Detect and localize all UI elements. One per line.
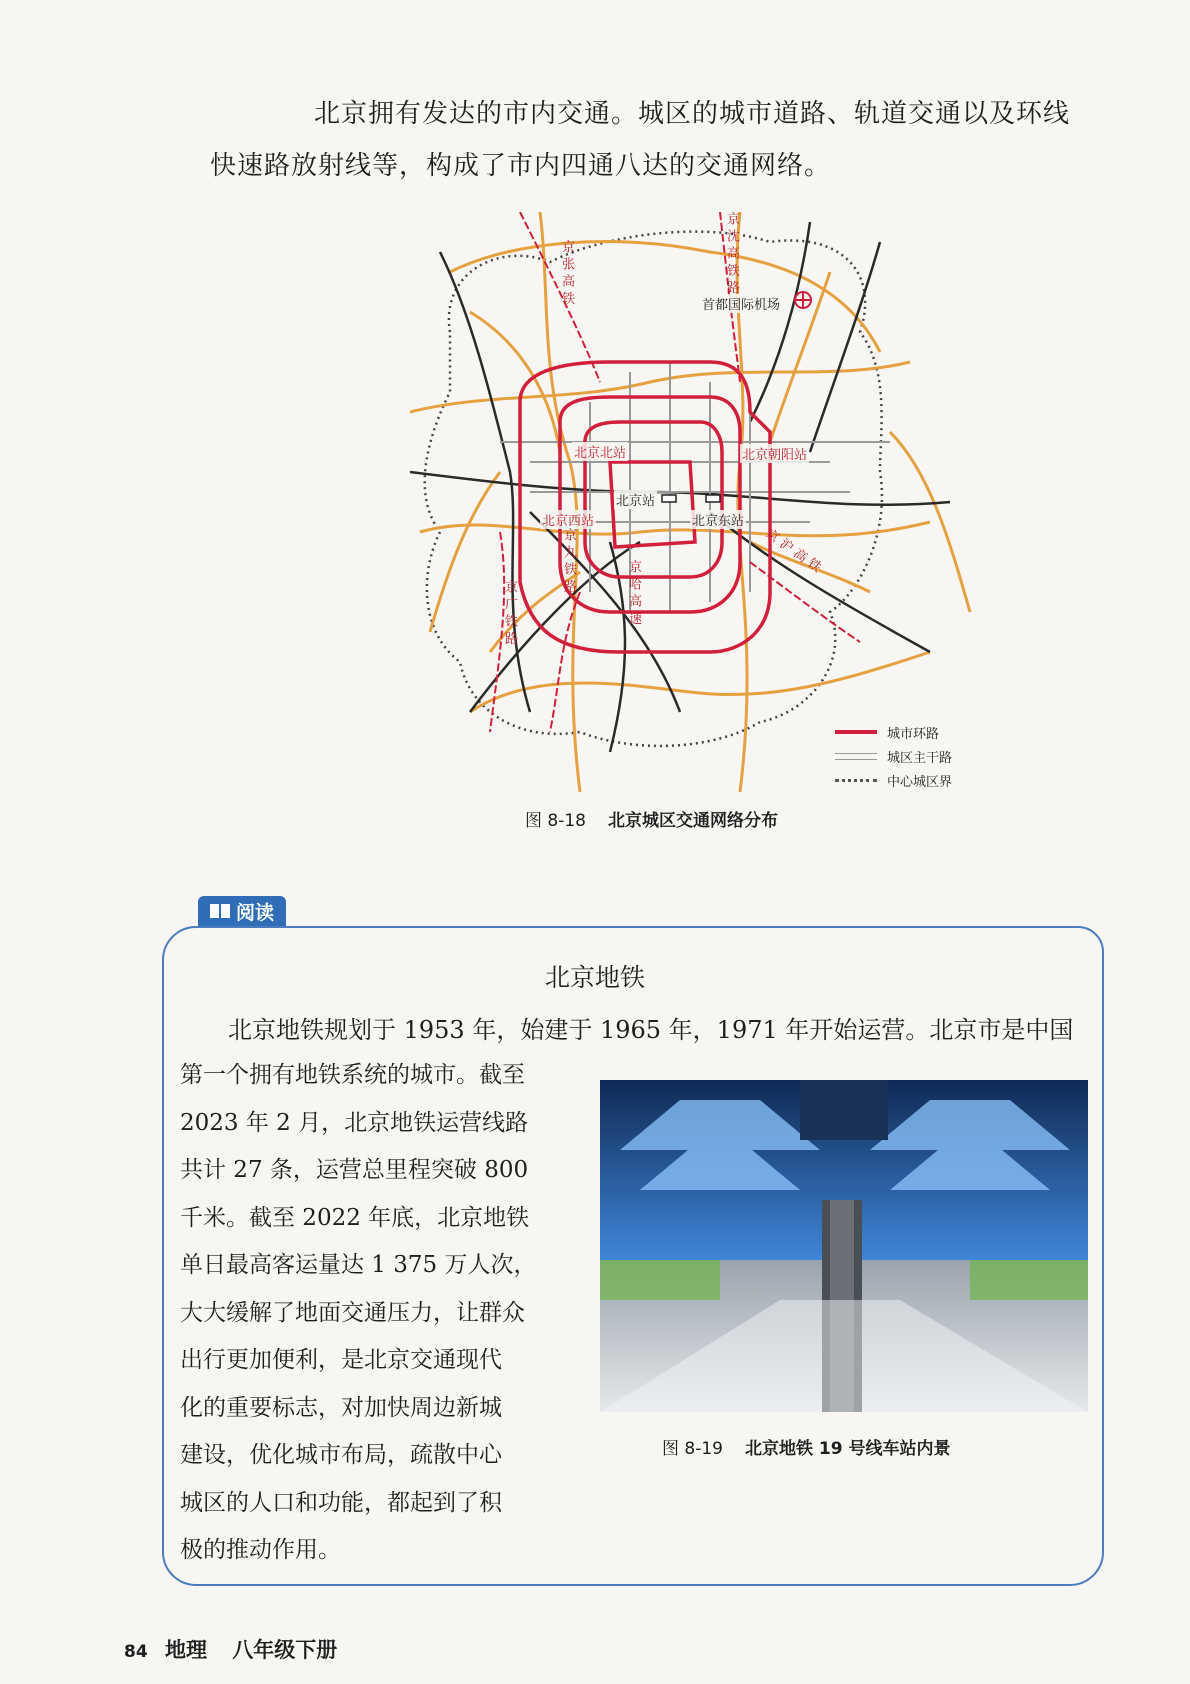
label-jingcheng-railway: 京 沈 高 铁 路: [724, 212, 739, 294]
label-jingjiu-railway: 京 九 铁 路: [561, 528, 576, 593]
label-jinghu-railway: 京 沪 高 铁: [762, 526, 824, 576]
label-beijing-station: 北京站: [614, 490, 657, 509]
book-icon: [210, 904, 230, 918]
reading-line: 2023 年 2 月，北京地铁运营线路: [180, 1109, 529, 1136]
figure-8-18-caption: [525, 806, 778, 831]
figure-8-19-number: 图 8-19: [662, 1439, 723, 1459]
reading-body: [180, 1052, 560, 1575]
legend-ring-label: 城市环路: [887, 726, 940, 742]
reading-line: 大大缓解了地面交通压力，让群众: [180, 1299, 525, 1326]
label-beijing-north: 北京北站: [572, 442, 628, 461]
boundary-swatch: [835, 779, 877, 782]
reading-line: 化的重要标志，对加快周边新城: [180, 1394, 502, 1421]
subway-station-illustration: [600, 1080, 1088, 1412]
reading-line: 建设，优化城市布局，疏散中心: [180, 1442, 502, 1468]
figure-8-18-title: 北京城区交通网络分布: [608, 811, 778, 831]
legend-boundary: [835, 768, 1015, 792]
footer-grade: 八年级下册: [232, 1638, 338, 1662]
legend-arterial-label: 城区主干路: [887, 750, 953, 766]
reading-line: 单日最高客运量达 1 375 万人次，: [180, 1252, 537, 1278]
legend-boundary-label: 中心城区界: [887, 774, 953, 790]
reading-line: 千米。截至 2022 年底，北京地铁: [180, 1204, 530, 1231]
footer-subject: 地理: [164, 1638, 207, 1662]
reading-tag: [198, 896, 286, 926]
intro-line-1: 北京拥有发达的市内交通。城区的城市道路、轨道交通以及环线: [314, 99, 1071, 129]
legend-arterial-road: [835, 744, 1015, 768]
label-jingzhang-railway: 京 张 高 铁: [559, 240, 574, 305]
map-legend: [835, 720, 1015, 792]
arterial-road-swatch: [835, 753, 877, 760]
reading-tag-label: 阅读: [236, 901, 275, 924]
label-beijing-chaoyang: 北京朝阳站: [740, 444, 809, 463]
subway-station-photo: [600, 1080, 1088, 1412]
reading-line: 第一个拥有地铁系统的城市。截至: [180, 1062, 525, 1088]
figure-8-18-number: 图 8-18: [525, 811, 586, 831]
label-airport: 首都国际机场: [700, 294, 782, 313]
legend-ring-road: [835, 720, 1015, 744]
reading-first-line: 北京地铁规划于 1953 年，始建于 1965 年，1971 年开始运营。北京市是中国: [228, 1016, 1074, 1044]
reading-line: 出行更加便利，是北京交通现代: [180, 1347, 502, 1373]
reading-line: 极的推动作用。: [180, 1537, 341, 1563]
intro-line-2: 快速路放射线等，构成了市内四通八达的交通网络。: [210, 151, 832, 181]
intro-paragraph: [210, 88, 1107, 192]
figure-8-19-title: 北京地铁 19 号线车站内景: [745, 1439, 951, 1459]
label-beijing-east: 北京东站: [690, 510, 746, 529]
reading-line: 城区的人口和功能，都起到了积: [180, 1489, 502, 1516]
reading-title: 北京地铁: [544, 963, 645, 992]
reading-line: 共计 27 条，运营总里程突破 800: [180, 1157, 529, 1183]
ring-road-swatch: [835, 730, 877, 734]
label-jingguang-railway: 京 广 铁 路: [502, 580, 517, 645]
label-beijing-west: 北京西站: [540, 510, 596, 529]
page-number: 84: [124, 1642, 148, 1662]
figure-8-19-caption: [662, 1434, 951, 1459]
page-footer: [124, 1634, 337, 1664]
label-jingha-highway: 京 哈 高 速: [626, 560, 641, 625]
